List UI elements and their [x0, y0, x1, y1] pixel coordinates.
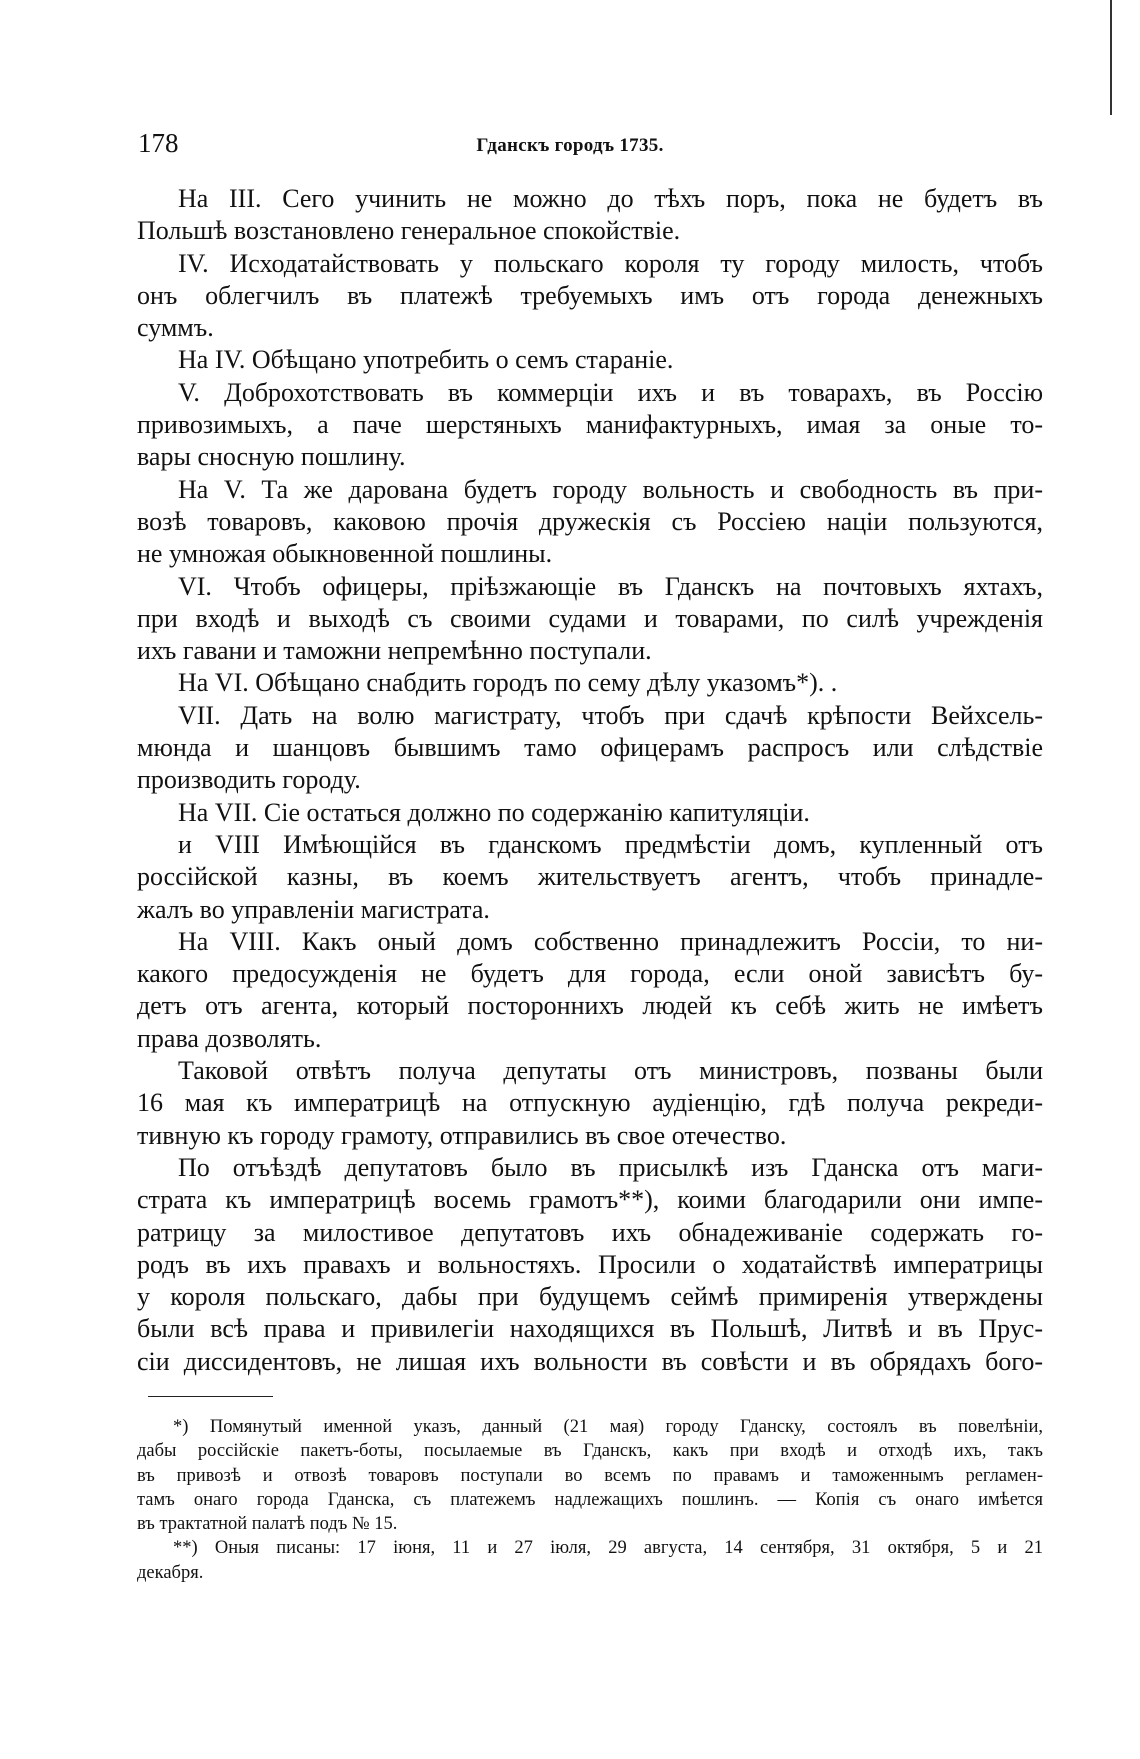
- text-line: тивную къ городу грамоту, отправились въ свое отечество.: [137, 1120, 787, 1150]
- footnote: [137, 1536, 1043, 1585]
- text-line: VI. Чтобъ офицеры, пріѣзжающіе въ Гданскъ на почтовыхъ яхтахъ,: [178, 571, 1043, 601]
- footnote-line: тамъ онаго города Гданска, съ платежемъ надлежащихъ пошлинъ. — Копія съ онаго имѣется: [137, 1489, 1043, 1510]
- text-line: производить городу.: [137, 765, 361, 795]
- text-line: при входѣ и выходѣ съ своими судами и товарами, по силѣ учрежденія: [137, 603, 1043, 633]
- text-line: Польшѣ возстановлено генеральное спокойствіе.: [137, 216, 681, 246]
- footnote-rule: [148, 1396, 273, 1397]
- text-line: ратрицу за милостивое депутатовъ ихъ обнадеживаніе содержать го-: [137, 1217, 1043, 1247]
- paragraph: [137, 377, 1043, 474]
- text-line: и VIII Имѣющійся въ гданскомъ предмѣстіи домъ, купленный отъ: [178, 829, 1043, 859]
- text-line: какого предосужденія не будетъ для города, если оной зависѣтъ бу-: [137, 959, 1043, 989]
- text-line: VII. Дать на волю магистрату, чтобъ при сдачѣ крѣпости Вейхсель-: [178, 700, 1043, 730]
- paragraph: [137, 700, 1043, 797]
- text-line: права дозволять.: [137, 1023, 322, 1053]
- text-line: 16 мая къ императрицѣ на отпускную аудіенцію, гдѣ получа рекреди-: [137, 1088, 1043, 1118]
- text-line: детъ отъ агента, который постороннихъ людей къ себѣ жить не имѣетъ: [137, 991, 1043, 1021]
- paragraph: [137, 926, 1043, 1055]
- text-line: На III. Сего учинить не можно до тѣхъ поръ, пока не будетъ въ: [178, 184, 1043, 213]
- running-title: Гданскъ городъ 1735.: [476, 135, 664, 156]
- paragraph: [137, 1152, 1043, 1378]
- text-line: На VIII. Какъ оный домъ собственно принадлежитъ Россіи, то ни-: [178, 926, 1043, 956]
- text-line: возѣ товаровъ, каковою прочія дружескія съ Россіею націи пользуются,: [137, 506, 1043, 536]
- text-line: На VI. Обѣщано снабдить городъ по сему дѣлу указомъ*). .: [178, 668, 838, 698]
- paragraph: [137, 667, 1043, 699]
- text-line: не умножая обыкновенной пошлины.: [137, 539, 553, 569]
- footnote-line: въ привозѣ и отвозѣ товаровъ поступали во всемъ по правамъ и таможеннымъ регламен-: [137, 1465, 1043, 1486]
- footnotes: [137, 1415, 1043, 1585]
- text-line: онъ облегчилъ въ платежѣ требуемыхъ имъ отъ города денежныхъ: [137, 280, 1043, 310]
- body-text: [137, 183, 1043, 1378]
- paragraph: [137, 1055, 1043, 1152]
- text-line: были всѣ права и привилегіи находящихся въ Польшѣ, Литвѣ и въ Прус-: [137, 1314, 1043, 1344]
- paragraph: [137, 571, 1043, 668]
- text-line: привозимыхъ, а паче шерстяныхъ манифактурныхъ, имая за оные то-: [137, 410, 1043, 440]
- footnote-line: дабы россійскіе пакетъ-боты, посылаемые въ Гданскъ, какъ при входѣ и отходѣ ихъ, такъ: [137, 1441, 1043, 1462]
- paragraph: [137, 248, 1043, 345]
- text-line: у короля польскаго, дабы при будущемъ сеймѣ примиренія утверждены: [137, 1282, 1043, 1312]
- paragraph: [137, 474, 1043, 571]
- paragraph: [137, 344, 1043, 376]
- paragraph: [137, 829, 1043, 926]
- footnote-line: въ трактатной палатѣ подъ № 15.: [137, 1514, 398, 1535]
- text-line: мюнда и шанцовъ бывшимъ тамо офицерамъ распросъ или слѣдствіе: [137, 733, 1043, 763]
- paragraph: [137, 797, 1043, 829]
- text-line: страта къ императрицѣ восемь грамотъ**), коими благодарили они импе-: [137, 1185, 1043, 1215]
- text-line: По отъѣздѣ депутатовъ было въ присылкѣ изъ Гданска отъ маги-: [178, 1152, 1043, 1182]
- text-line: На VII. Сіе остаться должно по содержанію капитуляціи.: [178, 797, 810, 827]
- text-line: россійской казны, въ коемъ жительствуетъ агентъ, чтобъ принадле-: [137, 862, 1043, 892]
- text-line: родъ въ ихъ правахъ и вольностяхъ. Просили о ходатайствѣ императрицы: [137, 1249, 1043, 1279]
- text-line: V. Доброхотствовать въ коммерціи ихъ и въ товарахъ, въ Россію: [178, 377, 1043, 407]
- text-line: сіи диссидентовъ, не лишая ихъ вольности въ совѣсти и въ обрядахъ бого-: [137, 1346, 1043, 1376]
- footnote: [137, 1415, 1043, 1536]
- page-number: 178: [138, 128, 179, 158]
- text-line: ихъ гавани и таможни непремѣнно поступали.: [137, 636, 652, 666]
- footnote-line: декабря.: [137, 1562, 204, 1583]
- footnote-line: *) Помянутый именной указъ, данный (21 мая) городу Гданску, состоялъ въ повелѣніи,: [173, 1417, 1043, 1437]
- text-line: суммъ.: [137, 313, 214, 343]
- text-line: На V. Та же дарована будетъ городу вольность и свободность въ при-: [178, 474, 1043, 504]
- text-line: жалъ во управленіи магистрата.: [137, 894, 490, 924]
- text-line: IV. Исходатайствовать у польскаго короля ту городу милость, чтобъ: [178, 248, 1043, 278]
- paragraph: [137, 183, 1043, 248]
- scan-edge-artifact: [1110, 0, 1112, 115]
- text-line: вары сносную пошлину.: [137, 442, 406, 472]
- footnote-line: **) Оныя писаны: 17 іюня, 11 и 27 іюля, 29 августа, 14 сентября, 31 октября, 5 и 21: [173, 1538, 1043, 1559]
- text-line: Таковой отвѣтъ получа депутаты отъ министровъ, позваны были: [178, 1056, 1043, 1086]
- text-line: На IV. Обѣщано употребить о семъ стараніе.: [178, 345, 674, 375]
